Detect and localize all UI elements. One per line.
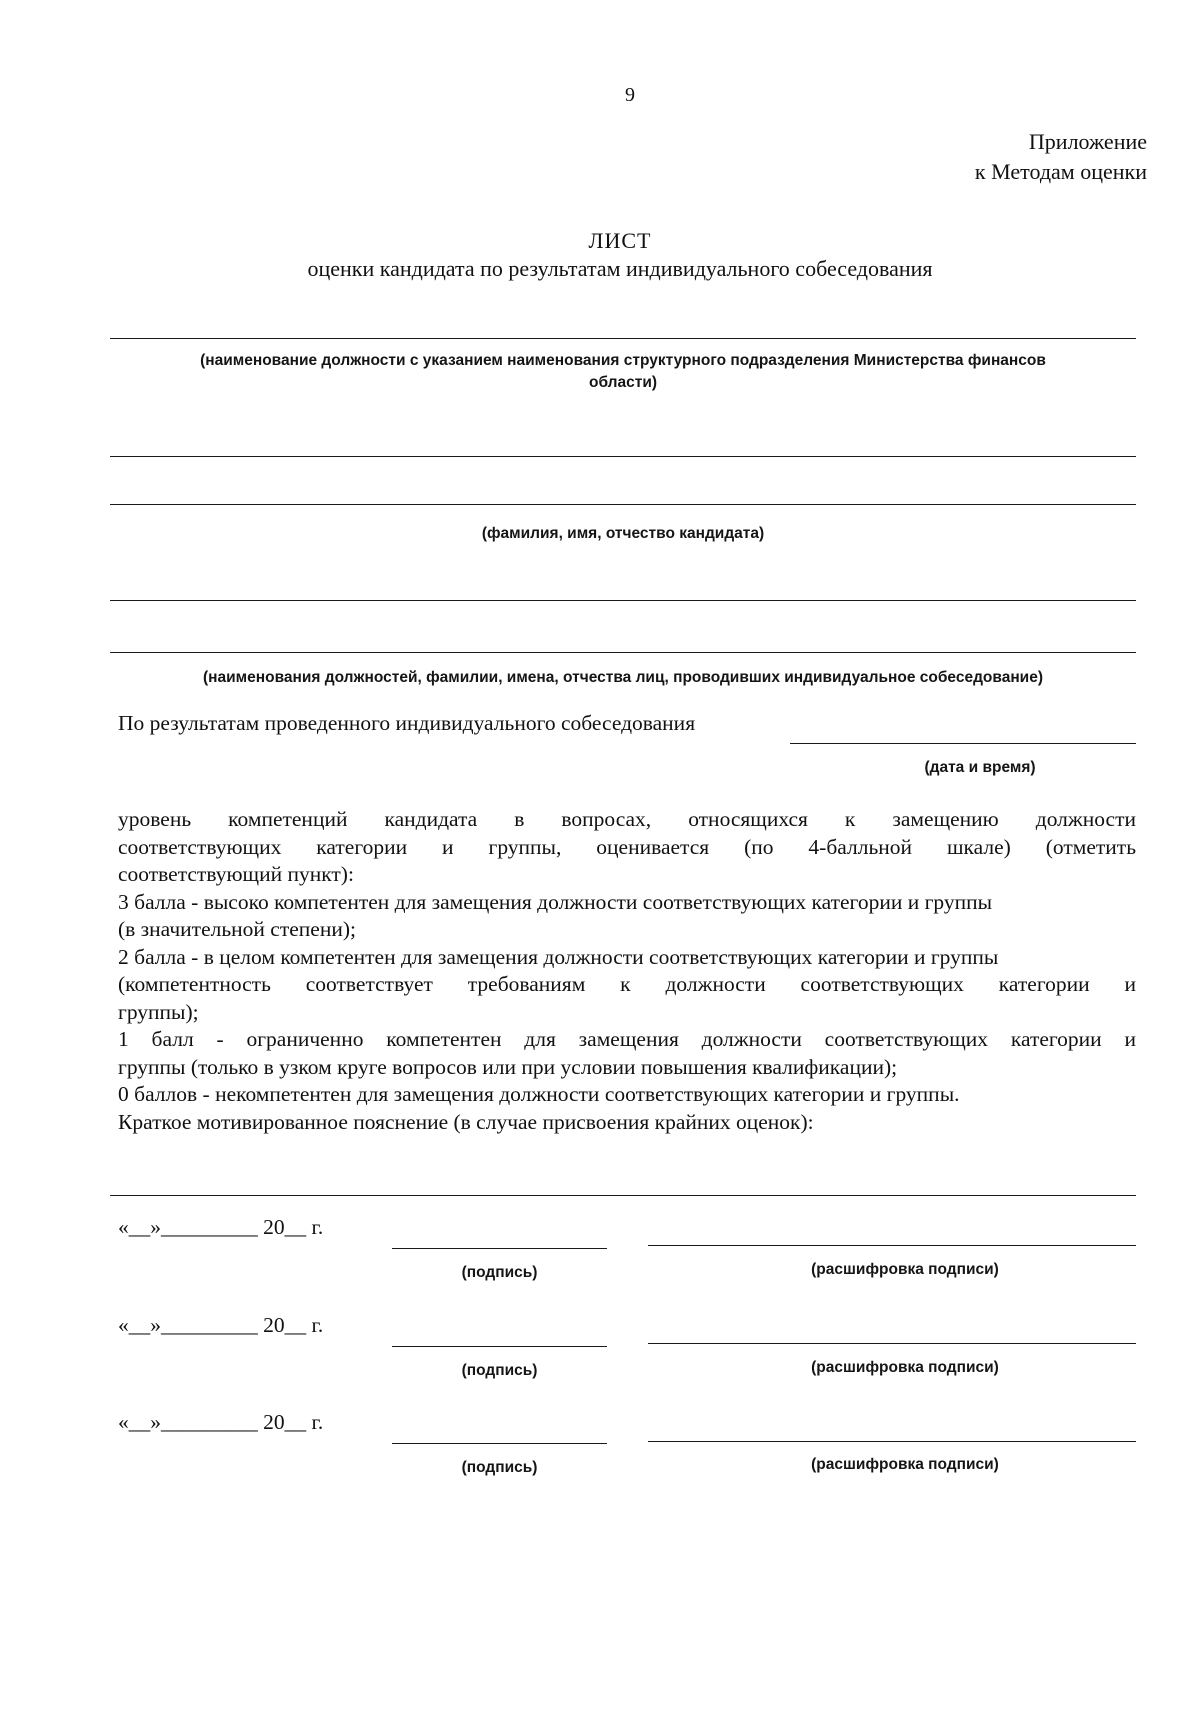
signature-caption-1: (подпись)	[461, 1264, 538, 1281]
signature-date-2: «__»_________ 20__ г.	[118, 1313, 324, 1337]
datetime-line[interactable]	[790, 743, 1136, 744]
decryption-caption-2: (расшифровка подписи)	[811, 1359, 999, 1376]
decryption-line-2[interactable]	[648, 1343, 1136, 1344]
interviewers-line-1[interactable]	[110, 600, 1136, 601]
body-line-1: уровень компетенций кандидата в вопросах, относящихся к замещению должности	[118, 807, 1136, 831]
signature-line-3[interactable]	[392, 1443, 607, 1444]
results-intro: По результатам проведенного индивидуального собеседования	[118, 711, 696, 735]
signature-line-1[interactable]	[392, 1248, 607, 1249]
assessment-text	[118, 806, 1136, 1136]
signature-date-1: «__»_________ 20__ г.	[118, 1215, 324, 1239]
decryption-line-1[interactable]	[648, 1245, 1136, 1246]
interviewers-caption: (наименования должностей, фамилии, имена, отчества лиц, проводивших индивидуальное собеседование)	[202, 669, 1043, 686]
body-line-3: соответствующий пункт):	[118, 862, 354, 886]
body-line-4: 3 балла - высоко компетентен для замещения должности соответствующих категории и группы	[118, 889, 993, 914]
signature-caption-2: (подпись)	[461, 1362, 538, 1379]
position-caption-line-2: области)	[588, 374, 658, 391]
body-line-5: (в значительной степени);	[118, 917, 356, 941]
position-name-line[interactable]	[110, 338, 1136, 339]
explanation-line[interactable]	[110, 1195, 1136, 1196]
appendix-header	[975, 127, 1147, 187]
body-line-6: 2 балла - в целом компетентен для замещения должности соответствующих категории и группы	[118, 944, 999, 969]
position-name-line-2[interactable]	[110, 456, 1136, 457]
body-line-11: 0 баллов - некомпетентен для замещения должности соответствующих категории и группы.	[118, 1082, 960, 1106]
interviewers-line-2[interactable]	[110, 652, 1136, 653]
decryption-caption-3: (расшифровка подписи)	[811, 1456, 999, 1473]
document-subtitle: оценки кандидата по результатам индивидуального собеседования	[307, 256, 933, 281]
body-line-9: 1 балл - ограниченно компетентен для замещения должности соответствующих категории и	[118, 1027, 1136, 1051]
page-number: 9	[625, 84, 635, 106]
datetime-caption: (дата и время)	[924, 759, 1036, 776]
appendix-line-2: к Методам оценки	[974, 159, 1147, 184]
body-line-2: соответствующих категории и группы, оценивается (по 4-балльной шкале) (отметить	[118, 834, 1136, 859]
body-line-10: группы (только в узком круге вопросов или при условии повышения квалификации);	[118, 1054, 898, 1079]
appendix-line-1: Приложение	[1028, 129, 1147, 154]
document-title: ЛИСТ	[588, 228, 652, 253]
position-caption-line-1: (наименование должности с указанием наименования структурного подразделения Министерства финансов	[200, 352, 1046, 369]
decryption-line-3[interactable]	[648, 1441, 1136, 1442]
body-line-12: Краткое мотивированное пояснение (в случае присвоения крайних оценок):	[118, 1109, 814, 1134]
decryption-caption-1: (расшифровка подписи)	[811, 1261, 999, 1278]
body-line-7: (компетентность соответствует требованиям к должности соответствующих категории и	[118, 972, 1136, 996]
candidate-name-line[interactable]	[110, 504, 1136, 505]
candidate-caption: (фамилия, имя, отчество кандидата)	[481, 525, 765, 542]
signature-date-3: «__»_________ 20__ г.	[118, 1410, 324, 1434]
body-line-8: группы);	[118, 999, 199, 1024]
position-caption	[110, 350, 1136, 394]
signature-line-2[interactable]	[392, 1346, 607, 1347]
signature-caption-3: (подпись)	[461, 1459, 538, 1476]
